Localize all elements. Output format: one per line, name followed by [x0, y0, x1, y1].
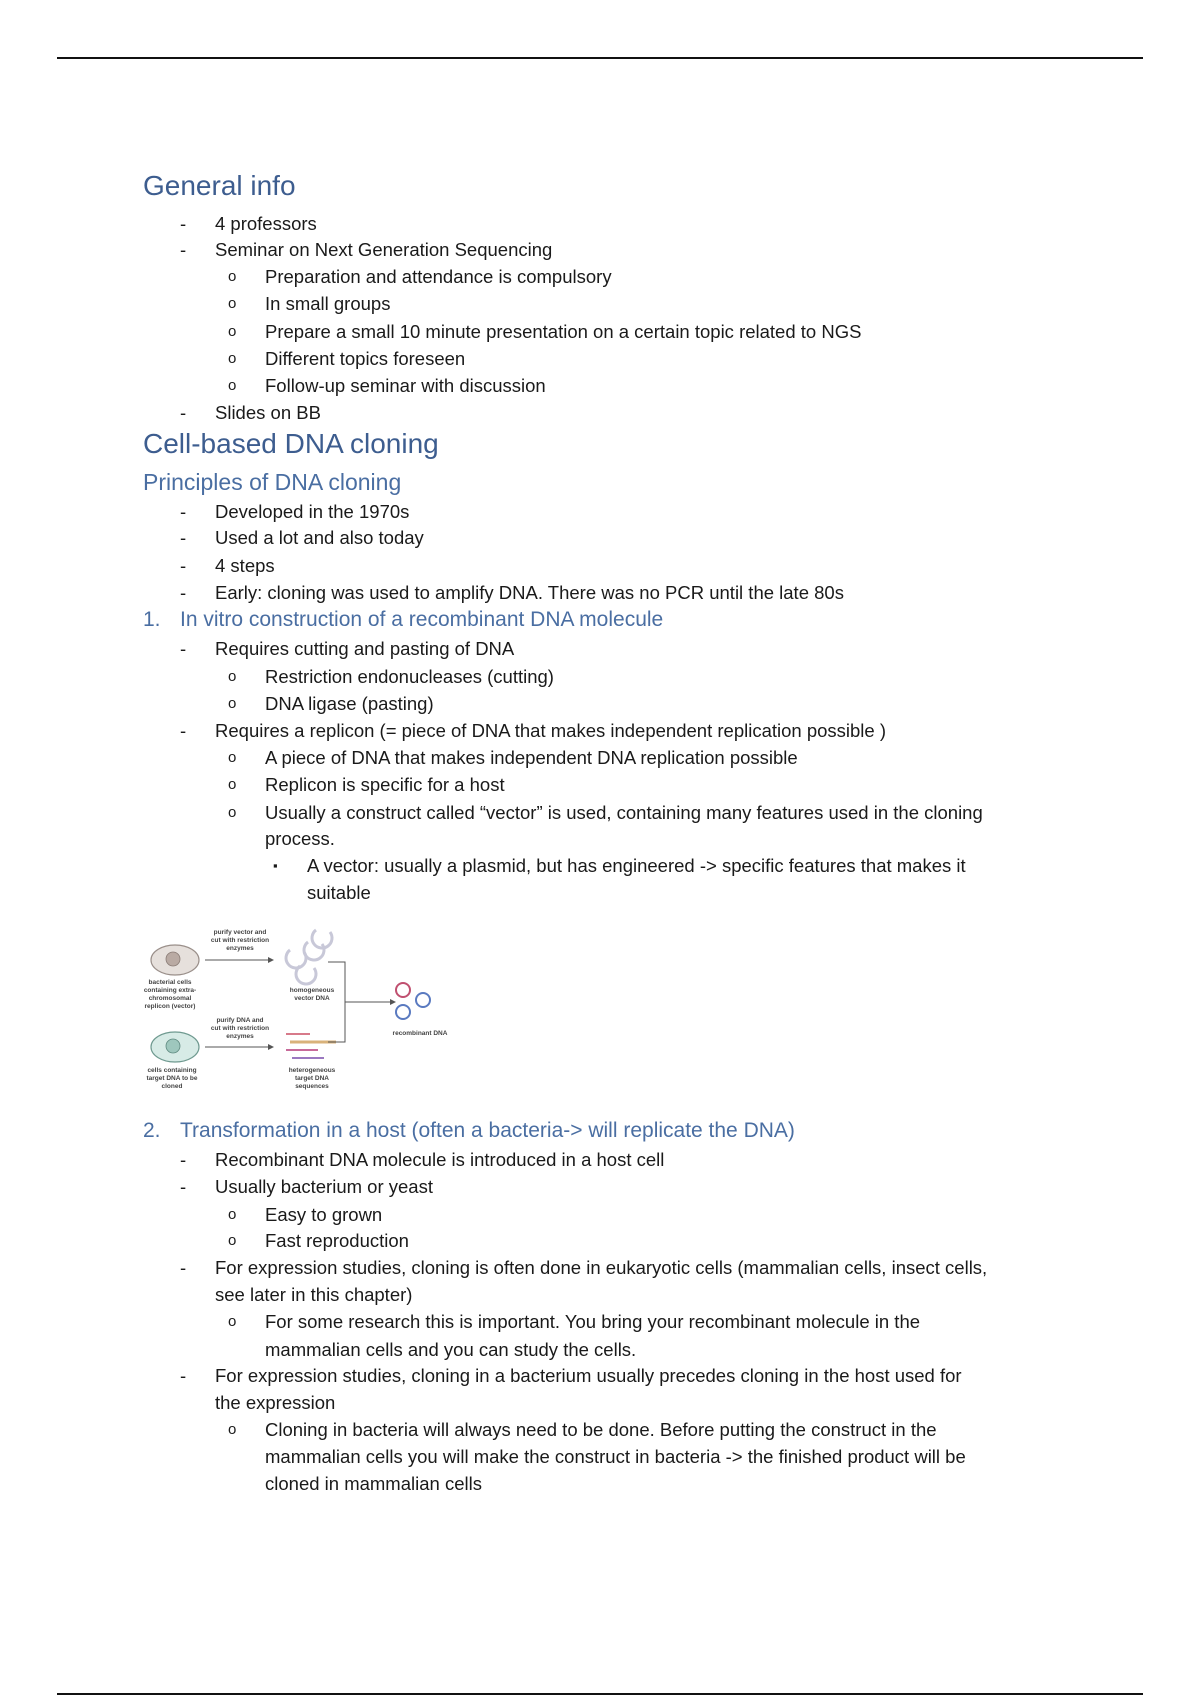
heading-cell-based-dna-cloning: Cell-based DNA cloning: [143, 428, 439, 459]
dash-bullet: -: [180, 402, 187, 423]
label-heterog-2: sequences: [295, 1083, 329, 1090]
circle-bullet: o: [228, 323, 237, 340]
circle-bullet: o: [228, 776, 237, 793]
dna-cloning-figure: [140, 922, 500, 1097]
list-item-continuation: cloned in mammalian cells: [265, 1473, 482, 1494]
square-bullet: ▪: [273, 858, 278, 873]
circle-bullet: o: [228, 1232, 237, 1249]
footer-rule: [57, 1693, 1143, 1695]
label-target-cells-1: target DNA to be: [146, 1075, 198, 1082]
label-heterog-0: heterogeneous: [288, 1067, 336, 1074]
label-bacterial-0: bacterial cells: [148, 979, 192, 986]
dash-bullet: -: [180, 501, 187, 522]
list-item: For expression studies, cloning in a bacterium usually precedes cloning in the host used for: [215, 1365, 962, 1386]
arrow-top-head: [268, 957, 274, 963]
step-2-title: Transformation in a host (often a bacteria-> will replicate the DNA): [180, 1119, 795, 1142]
circle-bullet: o: [228, 749, 237, 766]
list-item-continuation: the expression: [215, 1392, 336, 1413]
list-item-continuation: suitable: [307, 882, 371, 903]
label-purify-dna-2: enzymes: [226, 1033, 254, 1040]
label-purify-vector-2: enzymes: [226, 945, 254, 952]
dash-bullet: -: [180, 213, 187, 234]
list-item: Developed in the 1970s: [215, 501, 410, 522]
list-item: Follow-up seminar with discussion: [265, 375, 546, 396]
list-item: Prepare a small 10 minute presentation on a certain topic related to NGS: [265, 321, 862, 342]
label-target-cells-2: cloned: [161, 1083, 183, 1090]
list-item: Easy to grown: [265, 1204, 383, 1225]
step-2-number: 2.: [143, 1119, 161, 1142]
subheading-principles: Principles of DNA cloning: [143, 469, 402, 495]
list-item-continuation: mammalian cells you will make the construct in bacteria -> the finished product will be: [265, 1446, 966, 1467]
label-purify-vector-1: cut with restriction: [210, 937, 270, 944]
label-homog-1: vector DNA: [294, 995, 330, 1002]
arrow-to-recombinant-head: [390, 999, 396, 1005]
circle-bullet: o: [228, 668, 237, 685]
dash-bullet: -: [180, 1176, 187, 1197]
list-item: Restriction endonucleases (cutting): [265, 666, 554, 687]
circle-bullet: o: [228, 804, 237, 821]
list-item: Used a lot and also today: [215, 527, 424, 548]
heading-general-info: General info: [143, 170, 296, 201]
dash-bullet: -: [180, 1149, 187, 1170]
label-recombinant: recombinant DNA: [392, 1030, 448, 1037]
list-item-continuation: process.: [265, 828, 335, 849]
header-rule: [57, 57, 1143, 59]
step-1-number: 1.: [143, 608, 161, 631]
arrow-bottom-head: [268, 1044, 274, 1050]
dash-bullet: -: [180, 582, 187, 603]
nucleus-icon: [166, 1039, 180, 1053]
list-item: Cloning in bacteria will always need to be done. Before putting the construct in the: [265, 1419, 937, 1440]
list-item: Early: cloning was used to amplify DNA. There was no PCR until the late 80s: [215, 582, 844, 603]
label-bacterial-3: replicon (vector): [144, 1003, 196, 1010]
vector-ring-icon: [296, 966, 316, 984]
circle-bullet: o: [228, 350, 237, 367]
dash-bullet: -: [180, 638, 187, 659]
list-item: Preparation and attendance is compulsory: [265, 266, 612, 287]
label-purify-dna-0: purify DNA and: [216, 1017, 264, 1024]
list-item-continuation: mammalian cells and you can study the cells.: [265, 1339, 637, 1360]
circle-bullet: o: [228, 695, 237, 712]
list-item: 4 steps: [215, 555, 275, 576]
recombinant-dna-icon: [396, 983, 410, 997]
list-item: Slides on BB: [215, 402, 321, 423]
list-item: Recombinant DNA molecule is introduced in a host cell: [215, 1149, 665, 1170]
dash-bullet: -: [180, 1365, 187, 1386]
list-item: Seminar on Next Generation Sequencing: [215, 239, 553, 260]
replicon-icon: [166, 952, 180, 966]
dash-bullet: -: [180, 527, 187, 548]
circle-bullet: o: [228, 268, 237, 285]
list-item: DNA ligase (pasting): [265, 693, 434, 714]
list-item: A piece of DNA that makes independent DNA replication possible: [265, 747, 798, 768]
list-item: Replicon is specific for a host: [265, 774, 505, 795]
dash-bullet: -: [180, 239, 187, 260]
dash-bullet: -: [180, 720, 187, 741]
label-bacterial-2: chromosomal: [148, 995, 192, 1002]
list-item: A vector: usually a plasmid, but has engineered -> specific features that makes it: [307, 855, 966, 876]
circle-bullet: o: [228, 377, 237, 394]
list-item-continuation: see later in this chapter): [215, 1284, 413, 1305]
recombinant-dna-icon: [416, 993, 430, 1007]
circle-bullet: o: [228, 1421, 237, 1438]
label-homog-0: homogeneous: [289, 987, 335, 994]
bracket: [328, 962, 345, 1042]
label-target-cells-0: cells containing: [147, 1067, 197, 1074]
list-item: Different topics foreseen: [265, 348, 466, 369]
list-item: In small groups: [265, 293, 391, 314]
list-item: For some research this is important. You bring your recombinant molecule in the: [265, 1311, 921, 1332]
label-heterog-1: target DNA: [295, 1075, 329, 1082]
circle-bullet: o: [228, 1206, 237, 1223]
recombinant-dna-icon: [396, 1005, 410, 1019]
step-1-title: In vitro construction of a recombinant DNA molecule: [180, 608, 664, 631]
list-item: Requires a replicon (= piece of DNA that makes independent replication possible ): [215, 720, 887, 741]
list-item: For expression studies, cloning is often done in eukaryotic cells (mammalian cells, insect cells,: [215, 1257, 988, 1278]
step-1-heading: [143, 608, 663, 632]
list-item: Requires cutting and pasting of DNA: [215, 638, 515, 659]
label-purify-dna-1: cut with restriction: [210, 1025, 270, 1032]
list-item: Fast reproduction: [265, 1230, 409, 1251]
dash-bullet: -: [180, 1257, 187, 1278]
label-bacterial-1: containing extra-: [143, 987, 197, 994]
step-2-heading: [143, 1119, 795, 1143]
list-item: Usually bacterium or yeast: [215, 1176, 433, 1197]
circle-bullet: o: [228, 1313, 237, 1330]
list-item: Usually a construct called “vector” is used, containing many features used in the cloning: [265, 802, 983, 823]
list-item: 4 professors: [215, 213, 317, 234]
circle-bullet: o: [228, 295, 237, 312]
label-purify-vector-0: purify vector and: [213, 929, 267, 936]
dash-bullet: -: [180, 555, 187, 576]
